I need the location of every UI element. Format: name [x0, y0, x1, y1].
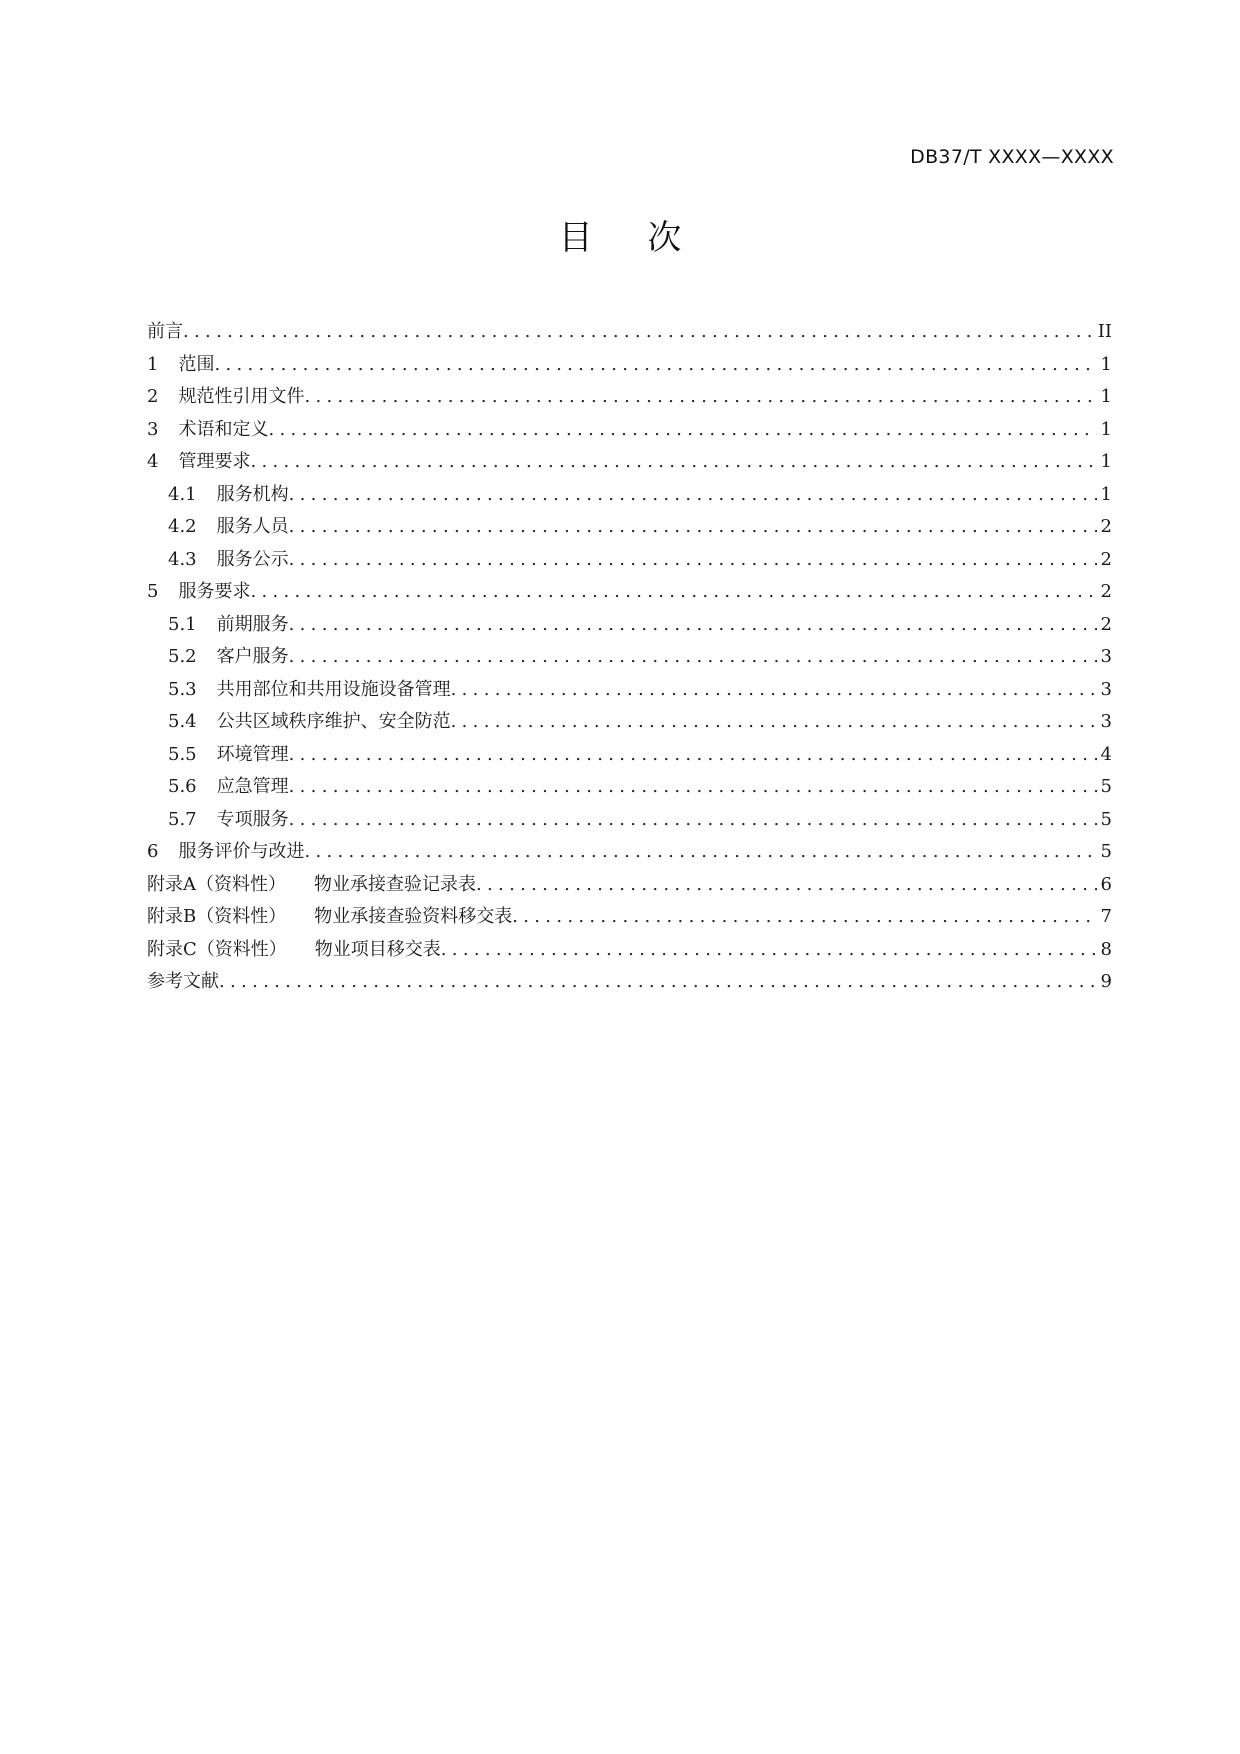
toc-dot-leader — [183, 316, 1094, 349]
toc-entry[interactable] — [147, 544, 1112, 577]
toc-entry[interactable] — [147, 641, 1112, 674]
toc-entry-number: 4.1 — [168, 483, 197, 505]
toc-dot-leader — [289, 739, 1097, 772]
toc-entry-label: 应急管理 — [216, 776, 289, 797]
toc-dot-leader — [289, 544, 1097, 577]
toc-dot-leader — [289, 804, 1097, 837]
toc-entry[interactable] — [147, 674, 1112, 707]
toc-entry-label: 服务要求 — [178, 581, 251, 602]
toc-dot-leader — [250, 446, 1096, 479]
toc-entry-page-number: 5 — [1100, 841, 1112, 862]
toc-entry-page-number: 8 — [1100, 938, 1112, 960]
toc-entry-page-number: 6 — [1100, 873, 1112, 895]
toc-dot-leader — [304, 381, 1096, 414]
toc-entry[interactable] — [147, 349, 1112, 382]
toc-entry-number: 4.3 — [168, 548, 197, 570]
toc-entry[interactable] — [147, 414, 1112, 447]
toc-entry[interactable] — [147, 869, 1112, 902]
toc-entry-number: 4.2 — [168, 516, 197, 537]
toc-entry-label: 前期服务 — [216, 613, 289, 635]
toc-entry-label: 服务机构 — [216, 483, 289, 505]
toc-entry-annex-tag: 附录A（资料性） — [147, 873, 286, 895]
toc-entry-number: 5.7 — [168, 808, 197, 830]
toc-entry-label: 共用部位和共用设施设备管理 — [216, 678, 451, 700]
toc-dot-leader — [476, 869, 1097, 902]
toc-entry[interactable] — [147, 836, 1112, 869]
toc-entry-annex-tag: 附录C（资料性） — [147, 938, 287, 960]
toc-entry-page-number: 1 — [1100, 483, 1112, 505]
toc-dot-leader — [512, 901, 1096, 934]
toc-entry-number: 4 — [147, 451, 159, 472]
toc-entry-number: 5.6 — [168, 776, 197, 797]
toc-entry-page-number: 2 — [1100, 581, 1112, 602]
toc-entry-label: 范围 — [178, 353, 215, 375]
toc-entry-page-number: 2 — [1100, 613, 1112, 635]
toc-entry-label: 规范性引用文件 — [178, 386, 305, 407]
toc-entry-page-number: II — [1097, 321, 1112, 342]
toc-entry-number: 5.2 — [168, 646, 197, 667]
toc-entry-label: 服务评价与改进 — [178, 841, 305, 862]
toc-entry-page-number: 3 — [1100, 711, 1112, 732]
toc-entry-label: 参考文献 — [147, 971, 219, 992]
toc-entry-number: 5.4 — [168, 711, 197, 732]
toc-dot-leader — [451, 706, 1097, 739]
toc-entry[interactable] — [147, 804, 1112, 837]
toc-entry-label: 物业承接查验资料移交表 — [314, 906, 513, 927]
toc-entry-number: 5.1 — [168, 613, 197, 635]
toc-entry[interactable] — [147, 934, 1112, 967]
table-of-contents — [147, 316, 1112, 999]
toc-entry[interactable] — [147, 901, 1112, 934]
toc-entry-page-number: 7 — [1100, 906, 1112, 927]
toc-entry-page-number: 1 — [1100, 386, 1112, 407]
toc-entry-number: 5.3 — [168, 678, 197, 700]
toc-entry-number: 3 — [147, 418, 159, 440]
toc-entry-label: 管理要求 — [178, 451, 251, 472]
toc-entry[interactable] — [147, 771, 1112, 804]
toc-entry-page-number: 1 — [1100, 451, 1112, 472]
toc-entry-page-number: 2 — [1100, 548, 1112, 570]
toc-entry-annex-tag: 附录B（资料性） — [147, 906, 287, 927]
toc-entry[interactable] — [147, 966, 1112, 999]
document-code: DB37/T XXXX—XXXX — [910, 146, 1114, 168]
toc-title: 目 次 — [558, 218, 704, 258]
toc-dot-leader — [289, 609, 1097, 642]
toc-entry-label: 公共区域秩序维护、安全防范 — [216, 711, 451, 732]
toc-dot-leader — [441, 934, 1097, 967]
toc-entry-page-number: 5 — [1100, 808, 1112, 830]
toc-entry[interactable] — [147, 576, 1112, 609]
toc-entry-page-number: 4 — [1100, 743, 1112, 765]
toc-entry[interactable] — [147, 739, 1112, 772]
toc-dot-leader — [219, 966, 1097, 999]
toc-entry-label: 前言 — [147, 321, 183, 342]
toc-entry-page-number: 1 — [1100, 418, 1112, 440]
toc-entry-label: 客户服务 — [216, 646, 289, 667]
toc-entry-number: 6 — [147, 841, 159, 862]
toc-dot-leader — [250, 576, 1096, 609]
toc-entry[interactable] — [147, 479, 1112, 512]
toc-dot-leader — [289, 641, 1097, 674]
toc-entry-label: 术语和定义 — [178, 418, 269, 440]
toc-entry-label: 服务公示 — [216, 548, 289, 570]
toc-entry-label: 环境管理 — [216, 743, 289, 765]
toc-entry[interactable] — [147, 511, 1112, 544]
toc-entry-label: 专项服务 — [216, 808, 289, 830]
toc-dot-leader — [289, 479, 1097, 512]
toc-entry[interactable] — [147, 706, 1112, 739]
toc-entry-label: 物业承接查验记录表 — [314, 873, 476, 895]
toc-entry-number: 1 — [147, 353, 159, 375]
toc-dot-leader — [214, 349, 1096, 382]
toc-entry-page-number: 2 — [1100, 516, 1112, 537]
toc-dot-leader — [451, 674, 1097, 707]
toc-entry-page-number: 1 — [1100, 353, 1112, 375]
toc-entry[interactable] — [147, 316, 1112, 349]
toc-entry-number: 2 — [147, 386, 159, 407]
toc-entry-number: 5 — [147, 581, 159, 602]
toc-entry-label: 物业项目移交表 — [314, 938, 441, 960]
toc-entry-page-number: 3 — [1100, 678, 1112, 700]
toc-entry-page-number: 5 — [1100, 776, 1112, 797]
toc-entry-number: 5.5 — [168, 743, 197, 765]
toc-entry[interactable] — [147, 609, 1112, 642]
toc-dot-leader — [304, 836, 1096, 869]
toc-entry-label: 服务人员 — [216, 516, 289, 537]
toc-entry-page-number: 3 — [1100, 646, 1112, 667]
toc-entry[interactable] — [147, 381, 1112, 414]
toc-entry[interactable] — [147, 446, 1112, 479]
toc-entry-page-number: 9 — [1100, 971, 1112, 992]
toc-dot-leader — [289, 771, 1097, 804]
toc-dot-leader — [289, 511, 1097, 544]
toc-dot-leader — [268, 414, 1096, 447]
